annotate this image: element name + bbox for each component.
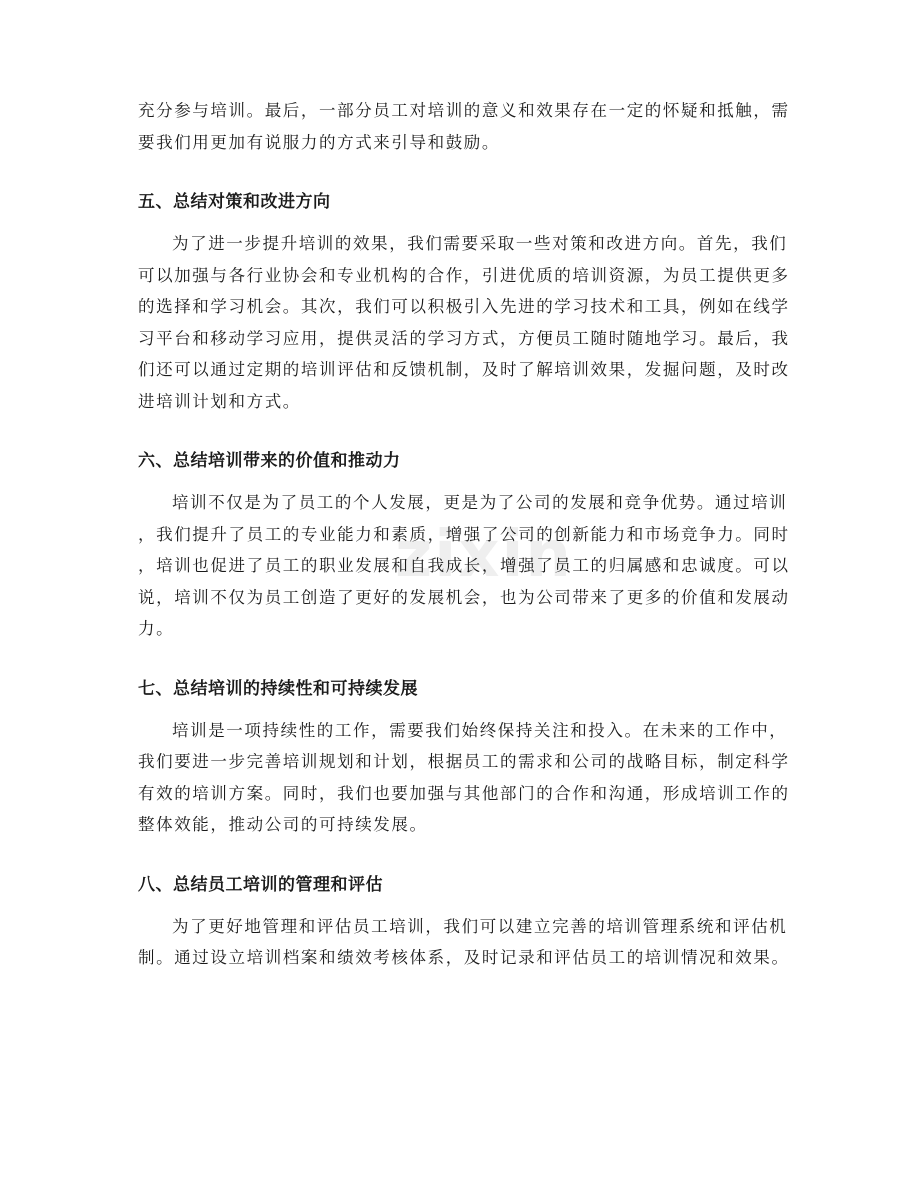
section-heading: 八、总结员工培训的管理和评估	[138, 874, 383, 895]
paragraph-line: 充分参与培训。最后，一部分员工对培训的意义和效果存在一定的怀疑和抵触，需	[138, 101, 790, 120]
watermark-text: zixin	[395, 518, 573, 592]
paragraph-line: 有效的培训方案。同时，我们也要加强与其他部门的合作和沟通，形成培训工作的	[138, 783, 790, 803]
paragraph-line: 可以加强与各行业协会和专业机构的合作，引进优质的培训资源，为员工提供更多	[138, 265, 790, 285]
paragraph-line: 我们要进一步完善培训规划和计划，根据员工的需求和公司的战略目标，制定科学	[138, 752, 790, 771]
paragraph-line: 为了更好地管理和评估员工培训，我们可以建立完善的培训管理系统和评估机	[172, 916, 788, 936]
paragraph-line: 习平台和移动学习应用，提供灵活的学习方式，方便员工随时随地学习。最后，我	[138, 328, 790, 348]
section-heading: 五、总结对策和改进方向	[138, 192, 331, 212]
paragraph-line: 说，培训不仅为员工创造了更好的发展机会，也为公司带来了更多的价值和发展动	[138, 587, 790, 607]
paragraph-line: 整体效能，推动公司的可持续发展。	[138, 815, 428, 834]
paragraph-line: 进培训计划和方式。	[138, 391, 301, 411]
section-heading: 六、总结培训带来的价值和推动力	[138, 451, 401, 471]
paragraph-line: ，我们提升了员工的专业能力和素质，增强了公司的创新能力和市场竞争力。同时	[138, 524, 790, 544]
paragraph-line: 培训是一项持续性的工作，需要我们始终保持关注和投入。在未来的工作中，	[172, 720, 788, 740]
section-heading: 七、总结培训的持续性和可持续发展	[138, 678, 418, 699]
paragraph-line: 为了进一步提升培训的效果，我们需要采取一些对策和改进方向。首先，我们	[172, 234, 788, 253]
paragraph-line: ，培训也促进了员工的职业发展和自我成长，增强了员工的归属感和忠诚度。可以	[138, 556, 790, 575]
paragraph-line: 们还可以通过定期的培训评估和反馈机制，及时了解培训效果，发掘问题，及时改	[138, 360, 790, 379]
paragraph-line: 要我们用更加有说服力的方式来引导和鼓励。	[138, 132, 500, 152]
paragraph-line: 的选择和学习机会。其次，我们可以积极引入先进的学习技术和工具，例如在线学	[138, 297, 790, 316]
paragraph-line: 制。通过设立培训档案和绩效考核体系，及时记录和评估员工的培训情况和效果。	[138, 948, 790, 967]
paragraph-line: 力。	[138, 619, 175, 638]
paragraph-line: 培训不仅是为了员工的个人发展，更是为了公司的发展和竞争优势。通过培训	[172, 493, 788, 512]
